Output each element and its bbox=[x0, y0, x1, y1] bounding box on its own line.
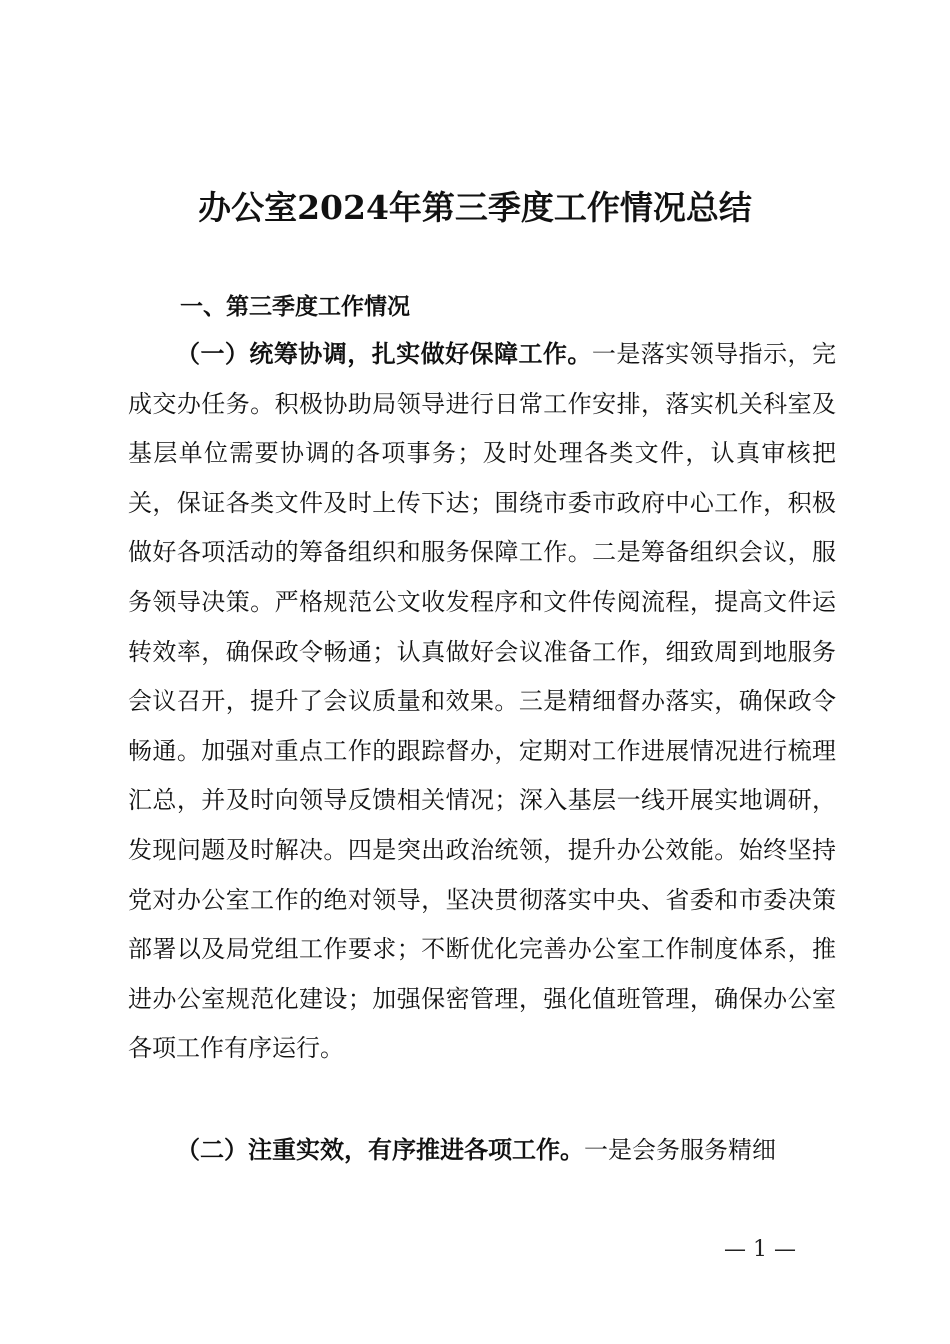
paragraph bbox=[128, 330, 836, 1074]
paragraph bbox=[128, 1126, 836, 1176]
page-number: — 1 — bbox=[724, 1237, 796, 1262]
paragraph-lead: （一）统筹协调，扎实做好保障工作。 bbox=[176, 340, 592, 368]
document-title: 办公室2024年第三季度工作情况总结 bbox=[198, 188, 752, 227]
paragraph-body: 一是会务服务精细 bbox=[584, 1136, 776, 1164]
paragraph-body: 一是落实领导指示，完成交办任务。积极协助局领导进行日常工作安排，落实机关科室及基层单位需要协调的各项事务；及时处理各类文件，认真审核把关，保证各类文件及时上传下达；围绕市委市政府中心工作，积极做好各项活动的筹备组织和服务保障工作。二是筹备组织会议，服务领导决策。严格规范公文收发程序和文件传阅流程，提高文件运转效率，确保政令畅通；认真做好会议准备工作，细致周到地服务会议召开，提升了会议质量和效果。三是精细督办落实，确保政令畅通。加强对重点工作的跟踪督办，定期对工作进展情况进行梳理汇总，并及时向领导反馈相关情况；深入基层一线开展实地调研，发现问题及时解决。四是突出政治统领，提升办公效能。始终坚持党对办公室工作的绝对领导，坚决贯彻落实中央、省委和市委决策部署以及局党组工作要求；不断优化完善办公室工作制度体系，推进办公室规范化建设；加强保密管理，强化值班管理，确保办公室各项工作有序运行。 bbox=[128, 340, 837, 1063]
section-heading: 一、第三季度工作情况 bbox=[180, 294, 410, 320]
paragraph-lead: （二）注重实效，有序推进各项工作。 bbox=[176, 1136, 584, 1164]
